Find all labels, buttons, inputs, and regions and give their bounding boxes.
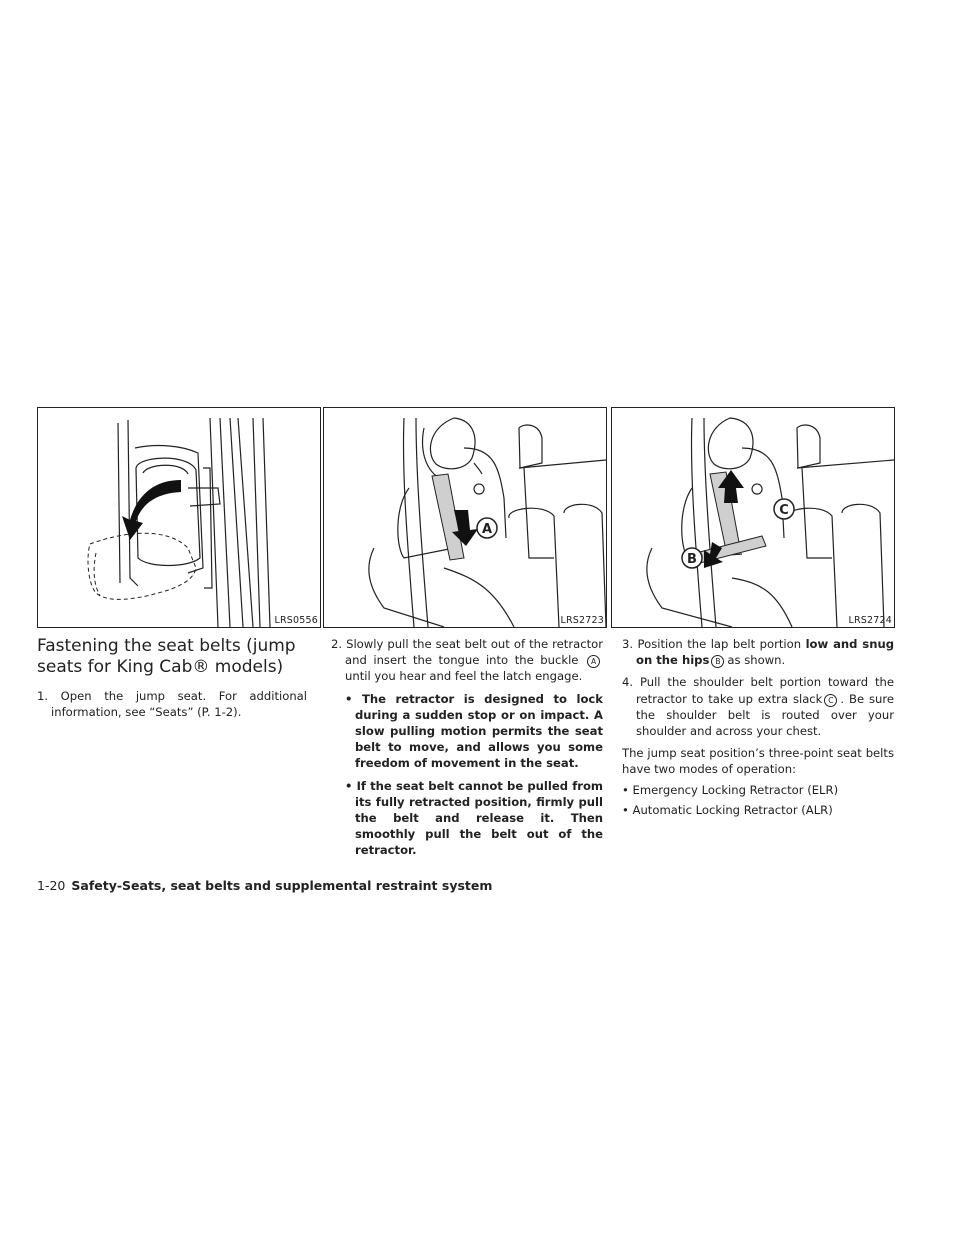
list-item-alr: • Automatic Locking Retractor (ALR)	[622, 802, 833, 817]
jump-seat-illustration	[38, 408, 320, 627]
step-3-text-b: as shown.	[727, 653, 786, 668]
callout-a-icon: A	[587, 655, 600, 668]
section-title: Fastening the seat belts (jump seats for King Cab® models)	[37, 636, 296, 677]
callout-b-icon: B	[711, 655, 724, 668]
bullet-text: The retractor is designed to lock during a sudden stop or on impact. A slow pulling motion permits the seat belt to move, and allows you some freedom of movement in the seat.	[355, 691, 603, 771]
position-belt-illustration	[612, 408, 894, 627]
callout-c-icon: C	[824, 694, 837, 707]
modes-intro: The jump seat position’s three-point seat belts have two modes of operation:	[622, 746, 894, 777]
fold-arrow	[122, 480, 181, 540]
figure-position-belt	[611, 407, 895, 628]
section-name: Safety-Seats, seat belts and supplemental restraint system	[71, 878, 493, 893]
step-2	[331, 636, 603, 685]
bullet-dot: •	[345, 691, 362, 706]
figure-insert-tongue	[323, 407, 607, 628]
figure-code: LRS2724	[848, 615, 892, 626]
step-2-text-b: until you hear and feel the latch engage.	[345, 669, 583, 684]
bullet-retractor-lock	[331, 691, 603, 772]
step-1: 1. Open the jump seat. For additional information, see “Seats” (P. 1-2).	[37, 689, 307, 720]
figure-code: LRS2723	[560, 615, 604, 626]
step-4-text-a: 4. Pull the shoulder belt portion toward the retractor to take up extra slack	[622, 675, 894, 706]
callout-b: B	[687, 552, 697, 567]
step-4	[622, 674, 894, 739]
step-4-text-b: . Be sure the shoulder belt is routed over your shoulder and across your chest.	[636, 691, 894, 739]
step-3	[622, 636, 894, 668]
column-2	[331, 636, 603, 859]
step-3-text-a: 3. Position the lap belt portion	[622, 637, 802, 651]
list-item-elr: • Emergency Locking Retractor (ELR)	[622, 782, 839, 797]
bullet-dot: •	[345, 778, 357, 793]
figure-jump-seat	[37, 407, 321, 628]
page-number: 1-20	[37, 878, 66, 893]
figure-code: LRS0556	[274, 615, 318, 626]
column-1	[37, 636, 307, 726]
column-3	[622, 636, 894, 818]
bullet-text: If the seat belt cannot be pulled from its fully retracted position, firmly pull the belt and release it. Then smoothly pull the belt out of the retractor.	[355, 778, 603, 858]
page-footer	[37, 878, 492, 893]
callout-c: C	[779, 503, 789, 518]
step-2-text-a: 2. Slowly pull the seat belt out of the retractor and insert the tongue into the buckle	[331, 637, 603, 668]
insert-tongue-illustration	[324, 408, 606, 627]
callout-a: A	[481, 522, 493, 537]
bullet-pull-belt	[331, 778, 603, 859]
step-3-bold: low and snug on the hips	[636, 637, 895, 668]
